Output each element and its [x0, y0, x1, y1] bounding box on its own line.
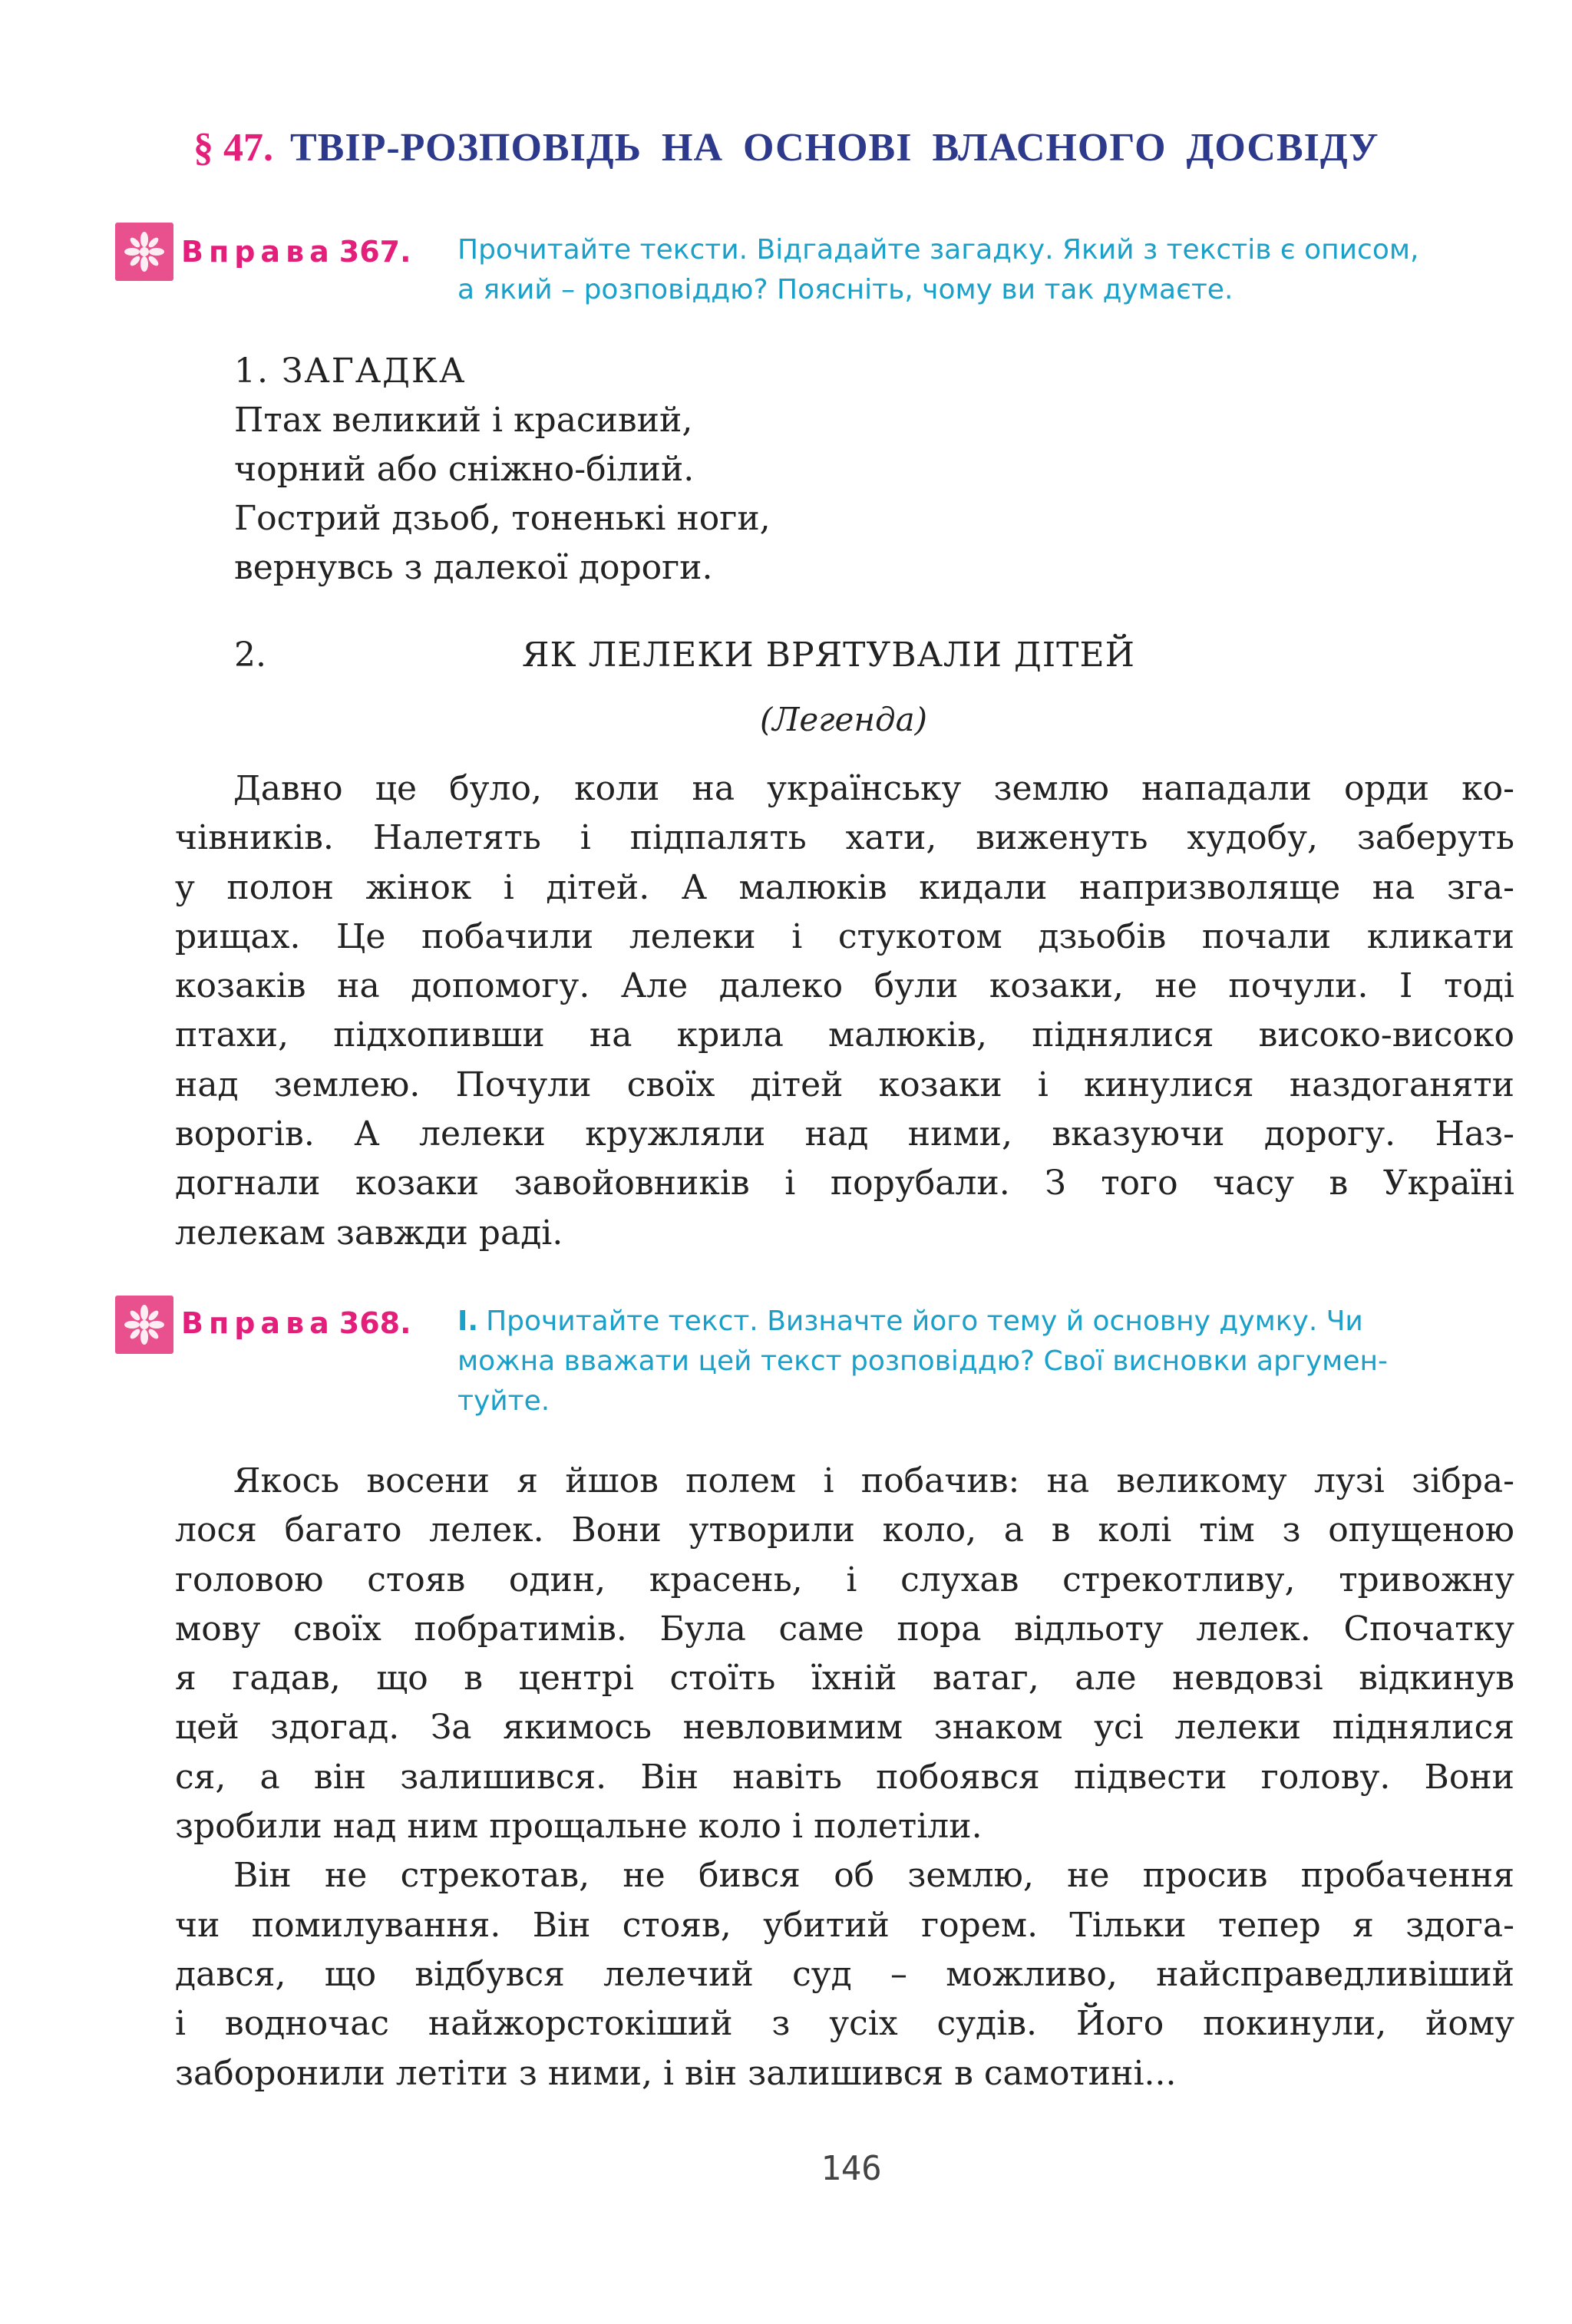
text-line: лелекам завжди раді.	[175, 1213, 563, 1253]
text-line: ворогів. А лелеки кружляли над ними, вказуючи дорогу. Наз-	[175, 1114, 1514, 1154]
exercise-word: Вправа	[181, 1306, 335, 1340]
instruction-line: туйте.	[457, 1385, 550, 1417]
text-line: мову своїх побратимів. Була саме пора відльоту лелек. Спочатку	[175, 1609, 1514, 1649]
riddle	[234, 347, 1002, 593]
instruction-line: а який – розповіддю? Поясніть, чому ви так думаєте.	[457, 274, 1233, 305]
exercise-368-label	[181, 1302, 411, 1345]
text-line: Він не стрекотав, не бився об землю, не просив пробачення	[233, 1856, 1514, 1896]
text-line: заборонили летіти з ними, і він залишився в самотині...	[175, 2053, 1177, 2093]
exercise-number: 368.	[339, 1306, 411, 1340]
text-line: лося багато лелек. Вони утворили коло, а в колі тім з опущеною	[175, 1510, 1514, 1550]
exercise-367-instruction	[457, 230, 1520, 310]
story-number: 2.	[234, 635, 266, 675]
text-line: і водночас найжорстокіший з усіх судів. Його покинули, йому	[175, 2004, 1514, 2044]
text-line: рищах. Це побачили лелеки і стукотом дзьобів почали кликати	[175, 916, 1514, 956]
instruction-line	[457, 1302, 1520, 1342]
section-number: § 47.	[193, 126, 273, 170]
section-title: ТВІР-РОЗПОВІДЬ НА ОСНОВІ ВЛАСНОГО ДОСВІДУ	[290, 126, 1379, 170]
text-line: птахи, підхопивши на крила малюків, піднялися високо-високо	[175, 1015, 1514, 1055]
exercise-word: Вправа	[181, 235, 335, 269]
text-line: ся, а він залишився. Він навіть побоявся підвести голову. Вони	[175, 1757, 1514, 1797]
task-roman-numeral: І.	[457, 1306, 479, 1337]
flower-ornament-icon	[115, 223, 173, 281]
instruction-line: Прочитайте тексти. Відгадайте загадку. Який з текстів є описом,	[457, 234, 1419, 266]
text-line: козаків на допомогу. Але далеко були козаки, не почули. І тоді	[175, 966, 1514, 1006]
text-line: Давно це було, коли на українську землю нападали орди ко-	[233, 769, 1514, 808]
story-subtitle: (Легенда)	[759, 701, 928, 738]
text-line: я гадав, що в центрі стоїть їхній ватаг, але невдовзі відкинув	[175, 1659, 1514, 1698]
riddle-line: чорний або сніжно-білий.	[234, 450, 695, 489]
riddle-line: вернувсь з далекої дороги.	[234, 548, 713, 587]
riddle-title: 1. ЗАГАДКА	[234, 352, 467, 391]
text-line: у полон жінок і дітей. А малюків кидали напризволяще на зга-	[175, 867, 1514, 907]
text-line: зробили над ним прощальне коло і полетіли.	[175, 1807, 982, 1847]
narrative-text	[175, 1457, 1514, 2098]
instruction-line: можна вважати цей текст розповіддю? Свої висновки аргумен-	[457, 1345, 1389, 1377]
exercise-367-label	[181, 230, 411, 273]
text-line: Якось восени я йшов полем і побачив: на великому лузі зібра-	[233, 1461, 1514, 1500]
page-number: 146	[821, 2149, 882, 2188]
section-heading	[193, 121, 1544, 175]
riddle-line: Гострий дзьоб, тоненькі ноги,	[234, 499, 771, 538]
riddle-line: Птах великий і красивий,	[234, 401, 693, 440]
text-line: дався, що відбувся лелечий суд – можливо, найсправедливіший	[175, 1954, 1514, 1994]
text-line: чи помилування. Він стояв, убитий горем. Тільки тепер я здога-	[175, 1905, 1514, 1945]
text-line: чівників. Налетять і підпалять хати, виженуть худобу, заберуть	[175, 818, 1514, 858]
instruction-line-text: Прочитайте текст. Визначте його тему й основну думку. Чи	[486, 1306, 1363, 1337]
text-line: головою стояв один, красень, і слухав стрекотливу, тривожну	[175, 1560, 1514, 1599]
text-line: цей здогад. За якимось невловимим знаком усі лелеки піднялися	[175, 1708, 1514, 1748]
exercise-number: 367.	[339, 235, 411, 269]
flower-ornament-icon	[115, 1296, 173, 1354]
exercise-368-instruction	[457, 1302, 1520, 1421]
story-title: ЯК ЛЕЛЕКИ ВРЯТУВАЛИ ДІТЕЙ	[522, 635, 1135, 675]
story-text	[175, 764, 1514, 1258]
text-line: догнали козаки завойовників і порубали. З того часу в Україні	[175, 1164, 1514, 1203]
text-line: над землею. Почули своїх дітей козаки і кинулися наздоганяти	[175, 1065, 1514, 1104]
